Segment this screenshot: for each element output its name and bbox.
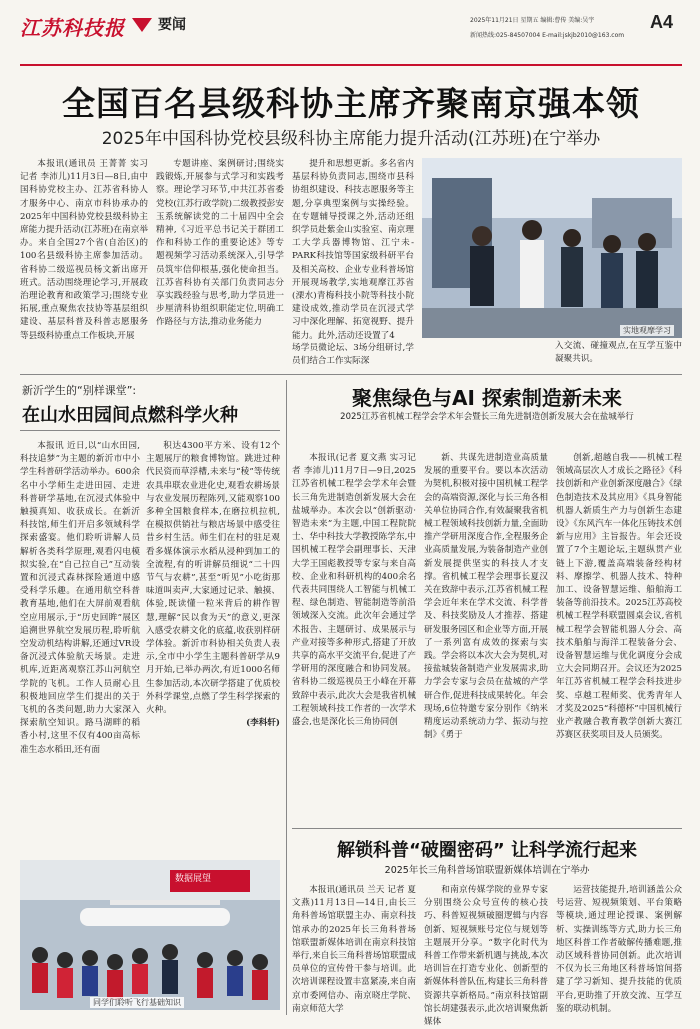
bottom-col3-text: 运营技能提升,培训涵盖公众号运营、短视频策划、平台策略等模块,通过理论授课、案例解析、实操训练等方式,助力长三角地区科普工作者破解传播难题,推动区域科普协同创新。此次培训不仅为长三角地区科普场馆间搭建了学习新知、提升技能的优质平台,更助推了开放交流、互学互鉴的联动机制。: [556, 885, 682, 1014]
lead-column-3: [292, 158, 414, 342]
lead-column-2: [156, 158, 284, 358]
right-story-subheadline: 2025江苏省机械工程学会学术年会暨长三角先进制造创新发展大会在盐城举行: [340, 412, 634, 422]
left-photo-caption: 同学们聆听飞行基础知识: [90, 997, 184, 1008]
column-divider: [286, 380, 287, 1015]
left-col1-text: 本报讯 近日,以“山水田园,科技追梦”为主题的新沂市中小学生科普研学活动举办。600余名中小学师生走进田园、走进科普研学基地,在沉浸式体验中触摸真知、收获成长。在新沂科技馆,师生们开启多领域科学探索盛宴。他们聆听讲解人员解析各类科学原理,观看闪电模拟实验,在“自己拉自己”互动装置和沉浸式森林探险通道中感受科学乐趣。在通用航空科普教育基地,他们在大屏前观看航空应用展示,于“历史回眸”展区追溯世界航空发展历程,聆听航空发动机结构讲解,还通过VR设备沉浸式体验航天场景。走进机库,近距离观察江苏山河航空学院的飞机。工作人员耐心且积极地回应学生们提出的关于飞机的各类问题,助力大家深入探索航空知识。路马湖畔的稻香小村,这里不仅有400亩高标准生态水稻田,还有面: [20, 441, 140, 755]
masthead-rule: [20, 64, 682, 66]
lead-photo-caption: 实地观摩学习: [620, 325, 674, 336]
left-story-column-1: [20, 440, 140, 860]
left-story-column-2: [146, 440, 280, 860]
lead-photo: [422, 158, 682, 338]
lead-column-1: [20, 158, 148, 358]
right-story-column-3: [556, 452, 682, 824]
lead-col5-text: 入交流、碰撞观点,在互学互鉴中凝聚共识。: [555, 341, 682, 365]
right-story-column-2: [424, 452, 548, 824]
left-story-headline: 在山水田园间点燃科学火种: [22, 405, 238, 426]
bottom-story-subheadline: 2025年长三角科普场馆联盟新媒体培训在宁举办: [384, 865, 590, 876]
hangar-photo: [20, 860, 280, 1010]
lead-column-4: [292, 342, 414, 370]
section-divider: [20, 374, 682, 375]
exhibition-photo: [422, 158, 682, 338]
lead-column-5: [555, 340, 682, 368]
bottom-story-headline: 解锁科普“破圈密码” 让科学流行起来: [337, 840, 637, 861]
triangle-icon: [132, 18, 152, 32]
lead-col2-text: 专题讲座、案例研讨;围绕实践锻炼,开展参与式学习和实践考察。理论学习环节,中共江苏省委党校(江苏行政学院)二级教授彭安玉系统解读党的二十届四中全会精神,《习近平总书记关于群团工作和科协工作的重要论述》等专题视频学习活动系统深入,引导学员筑牢信仰根基,强化使命担当。江苏省科协有关部门负责同志分享实践经验与思考,助力学员进一步厘清科协组织职能定位,明确工作路径与方法,推动业务能力: [156, 159, 284, 328]
left-photo: [20, 860, 280, 1010]
photo-banner-text: 数据展望: [175, 874, 212, 884]
lead-headline: 全国百名县级科协主席齐聚南京强本领: [62, 84, 640, 123]
lead-subheadline: 2025年中国科协党校县级科协主席能力提升活动(江苏班)在宁举办: [101, 129, 601, 149]
bottom-story-column-3: [556, 884, 682, 1016]
bottom-col2-text: 和南京传媒学院的业界专家分别围绕公众号宣传的核心技巧、科普短视频破圈逻辑与内容创新、短视频账号定位与规划等主题展开分享。“数字化时代为科普工作带来新机遇与挑战,本次培训旨在打造专业化、创新型的新媒体科普队伍,构建长三角科普资源共享新格局。”南京科技馆副馆长胡建强表示,此次培训聚焦新媒体: [424, 885, 548, 1028]
section-name: 要闻: [158, 17, 186, 33]
newspaper-logo: 江苏科技报: [20, 16, 125, 40]
left-story-rule: [20, 430, 280, 431]
left-story-kicker: 新沂学生的“别样课堂”:: [22, 384, 137, 397]
left-col2-text: 积达4300平方米、设有12个主题展厅的粮食博物馆。跳进过种代民资而草浮槽,未来与“稜”等传统农具串联农业进化史,观看农耕场景与农业发展历程陈列,又能观察100多种全国粮食样本,在磨拉机拉机,在模拟供销社与粮店场景中感受往昔乡村生活。师生们在村的驻足观看多媒体演示水稻从浸种到加工的全流程,有的听讲解员细说“二十四节气与农耕”,甚至“听见”小吃街那味道叫卖声,大家通过记录、触摸、体验,既读懂一粒米背后的耕作智慧,理解“民以食为天”的意义,更深入感受农耕文化的底蕴,收获别样研学体验。新沂市科协相关负责人表示,全市中小学生主题科普研学从9月开始,已举办两次,有近1000名师生参加活动,本次研学搭建了优质校外科学课堂,点燃了学生科学探索的火种。: [146, 441, 280, 716]
right-story-headline: 聚焦绿色与AI 探索制造新未来: [352, 386, 622, 410]
page-number: A4: [650, 12, 674, 32]
right-story-column-1: [292, 452, 416, 824]
masthead: [20, 12, 682, 62]
hotline: 新闻热线:025-84507004 E-mail:jskjb2010@163.com: [470, 32, 625, 39]
date-line: 2025年11月21日 星期五 编辑:曹传 美编:吴宇: [470, 17, 595, 24]
left-story-credit: (李科轩): [246, 718, 280, 729]
bottom-story-column-1: [292, 884, 416, 1016]
right-col2-text: 新、共谋先进制造业高质量发展的重要平台。要以本次活动为契机,积极对接中国机械工程学会的高端资源,深化与长三角各相关单位协同合作,有效凝聚我省机械工程领域科技创新力量,全面助推产学研用深度合作,全程服务企业高质量发展,为装备制造产业创新发展提供坚实的科技人才支撑。省机械工程学会理事长夏汉关在致辞中表示,江苏省机械工程学会近年来在学术交流、科学普及、科技奖励及人才推荐、搭建研发服务园区和企业等方面,开展了一系列富有成效的探索与实践。学会将以本次大会为契机,对接盐城装备制造产业发展需求,助力学会专家与会员在盐城的产学研合作,促进科技成果转化。年会现场,6位特邀专家分别作《纳米精度运动系统动力学、振动与控制》《勇于: [424, 453, 548, 741]
bottom-col1-text: 本报讯(通讯员 兰天 记者 夏文燕)11月13日—14日,由长三角科普场馆联盟主办、南京科技馆承办的2025年长三角科普场馆联盟新媒体培训在南京科技馆举行,来自长三角科普场馆联盟成员单位的宣传骨干参与培训。此次培训课程设置丰富紧凑,来自南京市委网信办、南京晓庄学院、南京师范大学: [292, 885, 416, 1014]
right-col1-text: 本报讯(记者 夏文燕 实习记者 李沛儿)11月7日—9日,2025江苏省机械工程学会学术年会暨长三角先进制造创新发展大会在盐城举办。本次会以“创新驱动·智造未来”为主题,中国工程院院士、华中科技大学教授陈学东,中国机械工程学会副理事长、天津大学王国彪教授等专家与来自高校、企业和科研机构的400余名代表共同围绕人工智能与机械工程、绿色制造、智能制造等前沿领域深入交流。此次年会通过学术报告、主题研讨、成果展示与产业对接等多种形式,搭建了开放共享的高水平交流平台,促进了产学研用的深度融合和协同发展。省科协二级巡视员王小峰在开幕致辞中表示,此次大会是我省机械工程领域科技工作者的一次学术盛会,也是深化长三角协同创: [292, 453, 416, 728]
lead-col1-text: 本报讯(通讯员 王菁菁 实习记者 李沛儿)11月3日—8日,由中国科协党校主办、江苏省科协人才服务中心、南京市科协承办的2025年中国科协党校县级科协主席能力提升活动(江苏班)在南京举办。来自全国27个省(自治区)的100名县级科协主席参加活动。省科协二级巡视员杨文新出席开班式。活动围绕理论学习,开展政治理论教育和政策学习;围绕专业拓展,重点聚焦农技协等基层组织建设、基层科普及科普志愿服务等县级科协重点工作板块,开展: [20, 159, 148, 341]
bottom-story-rule: [292, 828, 682, 829]
lead-col4-text: 场学员微论坛、3场分组研讨,学员们结合工作实际深: [292, 343, 414, 367]
lead-col3-text: 提升和思想更新。多名省内基层科协负责同志,围绕市县科协组织建设、科技志愿服务等主题,分享典型案例与实操经验。在专题辅导授课之外,活动还组织学员赴紫金山实验室、南京理工大学兵器博物馆、江宁未-PARK科技馆等国家级科研平台及相关高校、企业专业科普场馆开展现场教学,实地观摩江苏省(溧水)青梅科技小院等科技小院建设成效,推动学员在沉浸式学习中深化理解、拓宽视野、提升能力。此外,活动还设置了4: [292, 159, 414, 341]
bottom-story-column-2: [424, 884, 548, 1028]
right-col3-text: 创新,超越自我——机械工程领域高层次人才成长之路径》《科技创新和产业创新深度融合》《绿色制造技术及其应用》《具身智能机器人新质生产力与创新生态建设》《东风汽车一体化压铸技术创新与应用》主旨报告。年会还设置了7个主题论坛,主题纵贯产业链上下游,覆盖高端装备经构材料、摩擦学、机器人技术、特种加工、设备智慧运维、船舶海工装备等前沿技术。2025江苏高校机械工程学科联盟圆桌会议,省机械工程学会智能机器人分会、高技术船舶与海洋工程装备分会、设备智慧运维与优化调度分会成立大会同期召开。会议还为2025年江苏省机械工程学会科技进步奖、卓越工程师奖、优秀青年人才奖及2025“科德杯”中国机械行业产教融合教育教学创新大赛江苏赛区获奖项目及人员颁奖。: [556, 453, 682, 741]
